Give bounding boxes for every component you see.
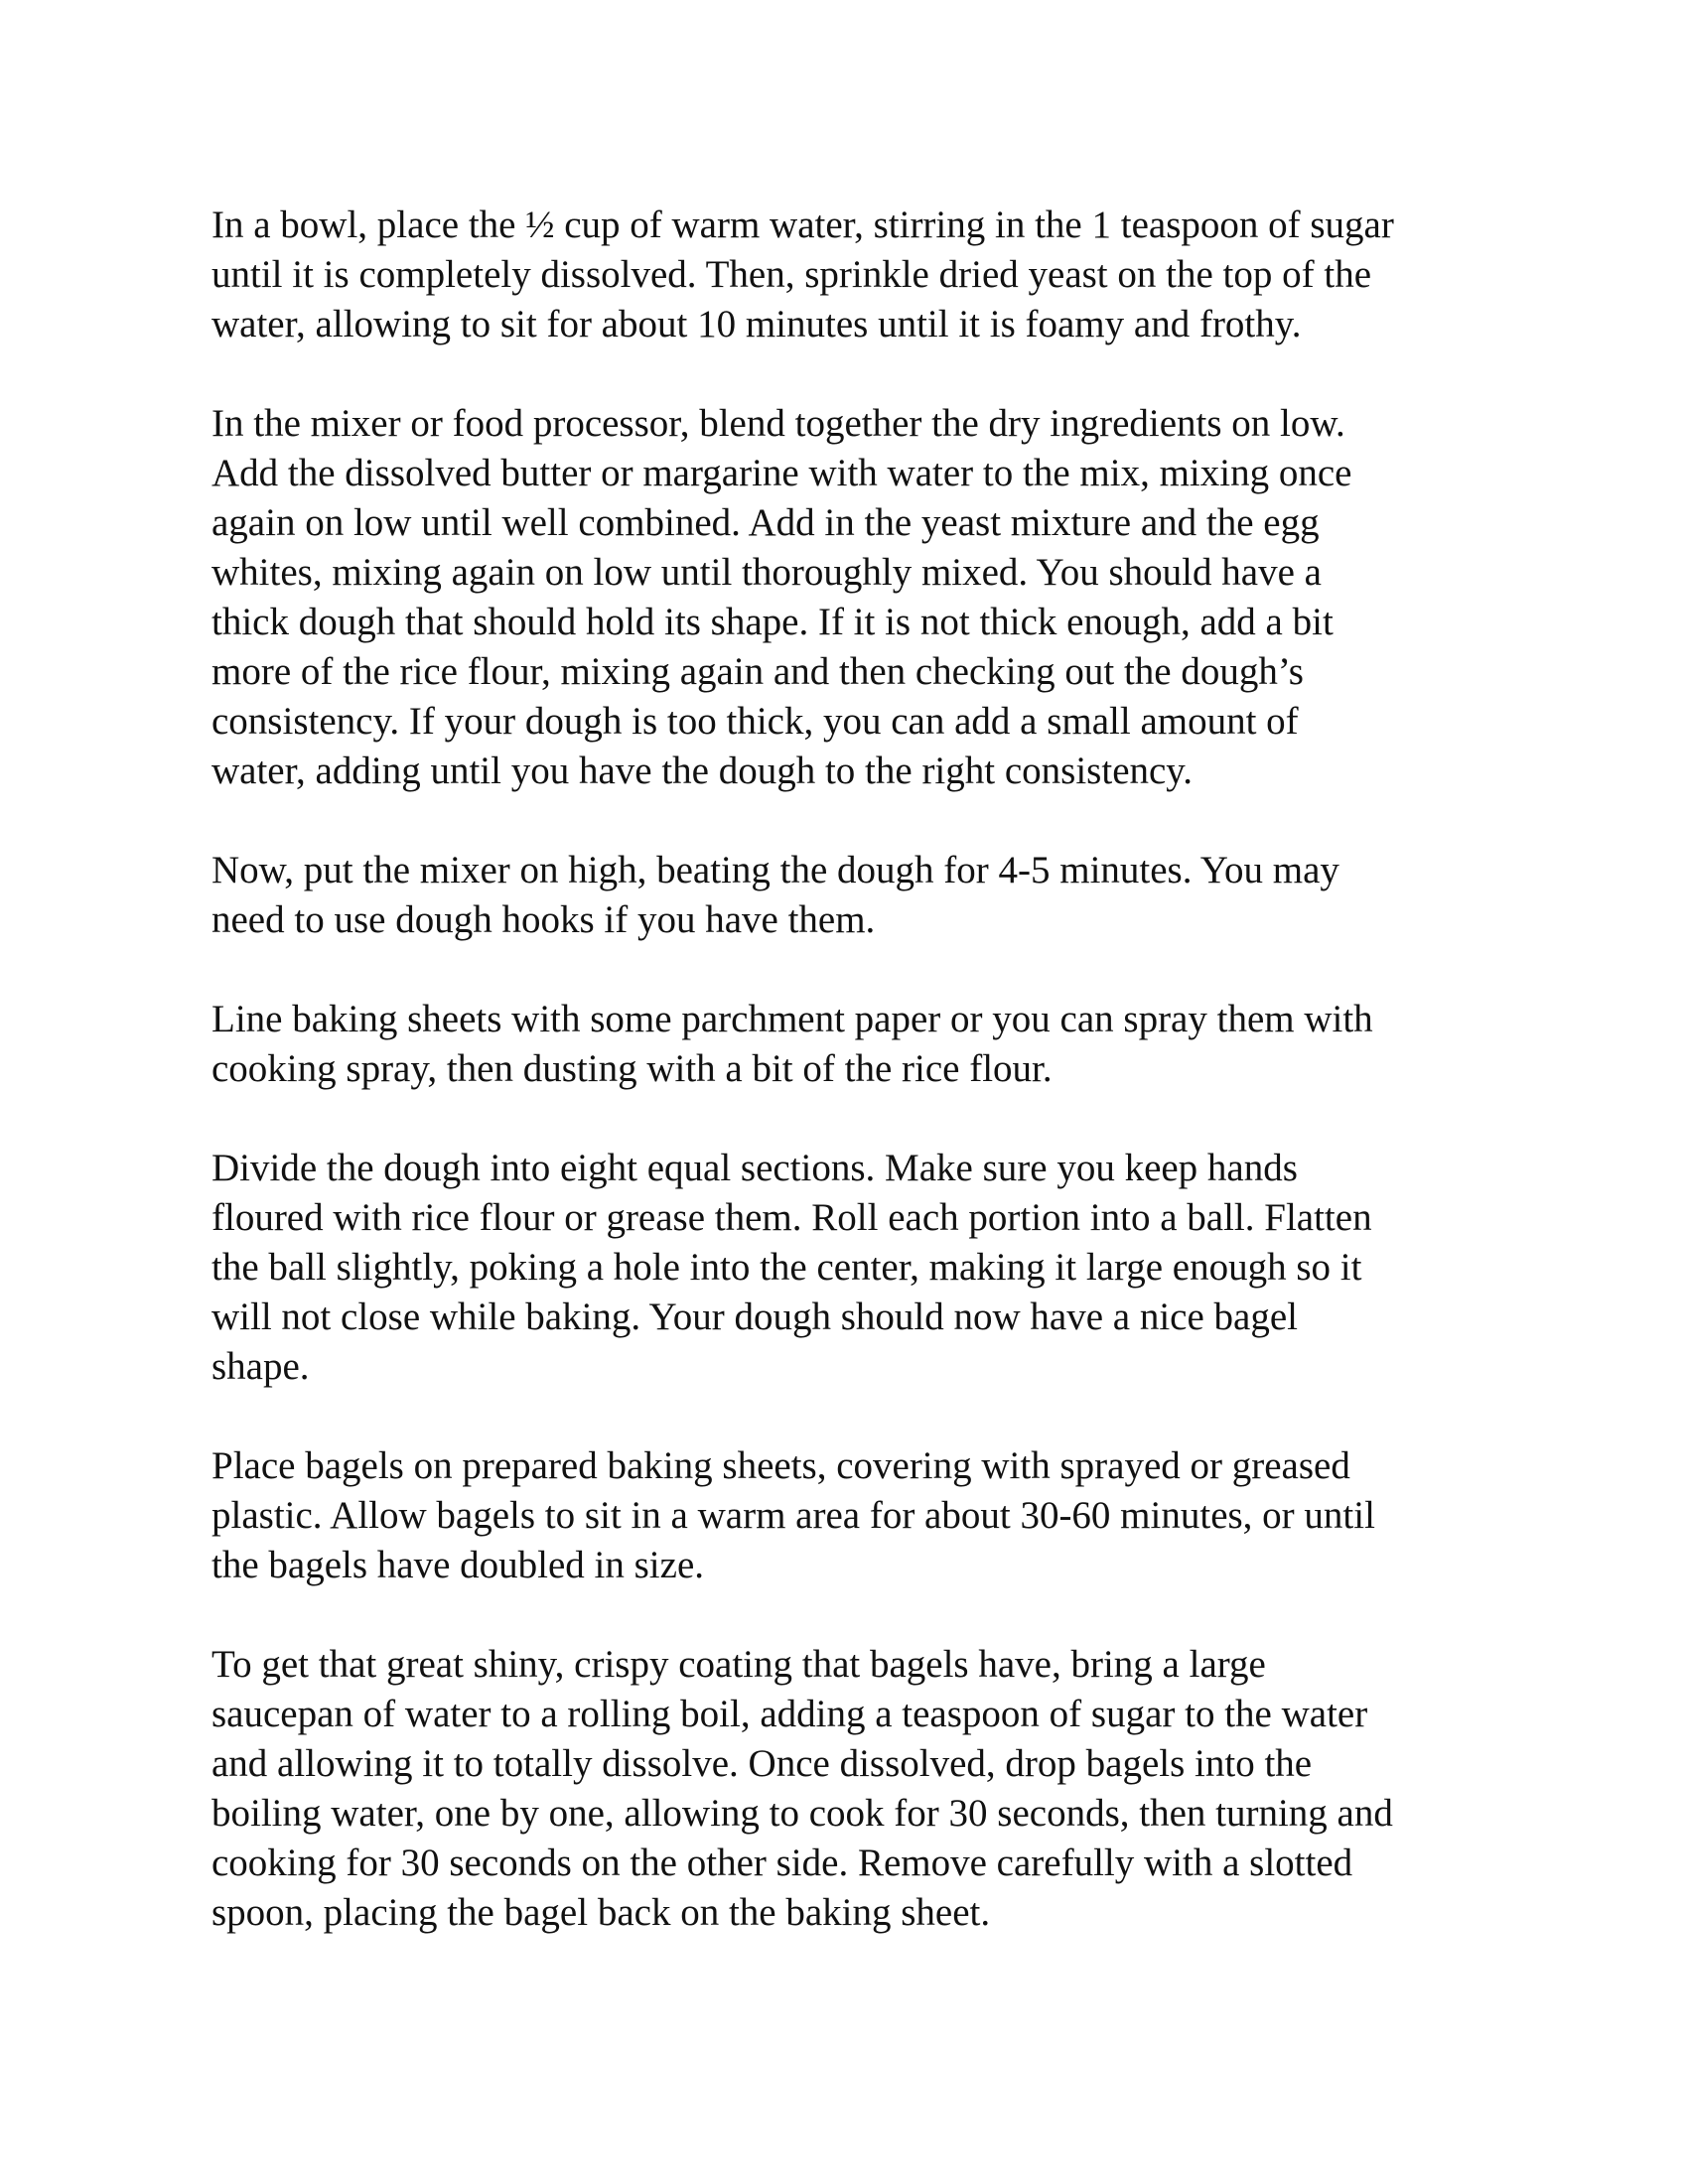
paragraph-line-sheets <box>211 995 1502 1094</box>
text-line: To get that great shiny, crispy coating that bagels have, bring a large <box>211 1643 1266 1686</box>
text-line: water, adding until you have the dough to the right consistency. <box>211 750 1194 792</box>
text-line: cooking for 30 seconds on the other side. Remove carefully with a slotted <box>211 1842 1353 1884</box>
paragraph-rise-bagels <box>211 1441 1502 1590</box>
paragraph-boil-bagels <box>211 1640 1502 1938</box>
text-line: Line baking sheets with some parchment paper or you can spray them with <box>211 998 1373 1040</box>
text-line: need to use dough hooks if you have them. <box>211 898 876 941</box>
text-line: In the mixer or food processor, blend together the dry ingredients on low. <box>211 402 1345 445</box>
text-line: the bagels have doubled in size. <box>211 1544 705 1586</box>
text-line: water, allowing to sit for about 10 minutes until it is foamy and frothy. <box>211 303 1302 345</box>
text-line: thick dough that should hold its shape. If it is not thick enough, add a bit <box>211 601 1334 643</box>
text-line: and allowing it to totally dissolve. Once dissolved, drop bagels into the <box>211 1742 1313 1785</box>
text-line: saucepan of water to a rolling boil, adding a teaspoon of sugar to the water <box>211 1693 1368 1735</box>
text-line: Now, put the mixer on high, beating the dough for 4-5 minutes. You may <box>211 849 1339 891</box>
text-line: consistency. If your dough is too thick, you can add a small amount of <box>211 700 1299 743</box>
text-line: Divide the dough into eight equal sections. Make sure you keep hands <box>211 1147 1298 1189</box>
paragraph-mix-dough <box>211 399 1502 796</box>
paragraph-beat-dough <box>211 846 1502 945</box>
document-body <box>211 201 1502 1987</box>
text-line: floured with rice flour or grease them. Roll each portion into a ball. Flatten <box>211 1196 1372 1239</box>
paragraph-dissolve-yeast <box>211 201 1502 349</box>
paragraph-shape-bagels <box>211 1144 1502 1392</box>
text-line: again on low until well combined. Add in the yeast mixture and the egg <box>211 501 1320 544</box>
text-line: cooking spray, then dusting with a bit of the rice flour. <box>211 1047 1053 1090</box>
text-line: shape. <box>211 1345 310 1388</box>
text-line: the ball slightly, poking a hole into the center, making it large enough so it <box>211 1246 1362 1289</box>
text-line: will not close while baking. Your dough should now have a nice bagel <box>211 1296 1298 1338</box>
text-line: more of the rice flour, mixing again and then checking out the dough’s <box>211 650 1304 693</box>
text-line: whites, mixing again on low until thoroughly mixed. You should have a <box>211 551 1322 594</box>
text-line: In a bowl, place the ½ cup of warm water, stirring in the 1 teaspoon of sugar <box>211 204 1394 246</box>
text-line: Add the dissolved butter or margarine with water to the mix, mixing once <box>211 452 1352 494</box>
text-line: boiling water, one by one, allowing to cook for 30 seconds, then turning and <box>211 1792 1393 1835</box>
text-line: spoon, placing the bagel back on the baking sheet. <box>211 1891 991 1934</box>
text-line: plastic. Allow bagels to sit in a warm area for about 30-60 minutes, or until <box>211 1494 1375 1537</box>
text-line: until it is completely dissolved. Then, sprinkle dried yeast on the top of the <box>211 253 1372 296</box>
text-line: Place bagels on prepared baking sheets, covering with sprayed or greased <box>211 1444 1350 1487</box>
